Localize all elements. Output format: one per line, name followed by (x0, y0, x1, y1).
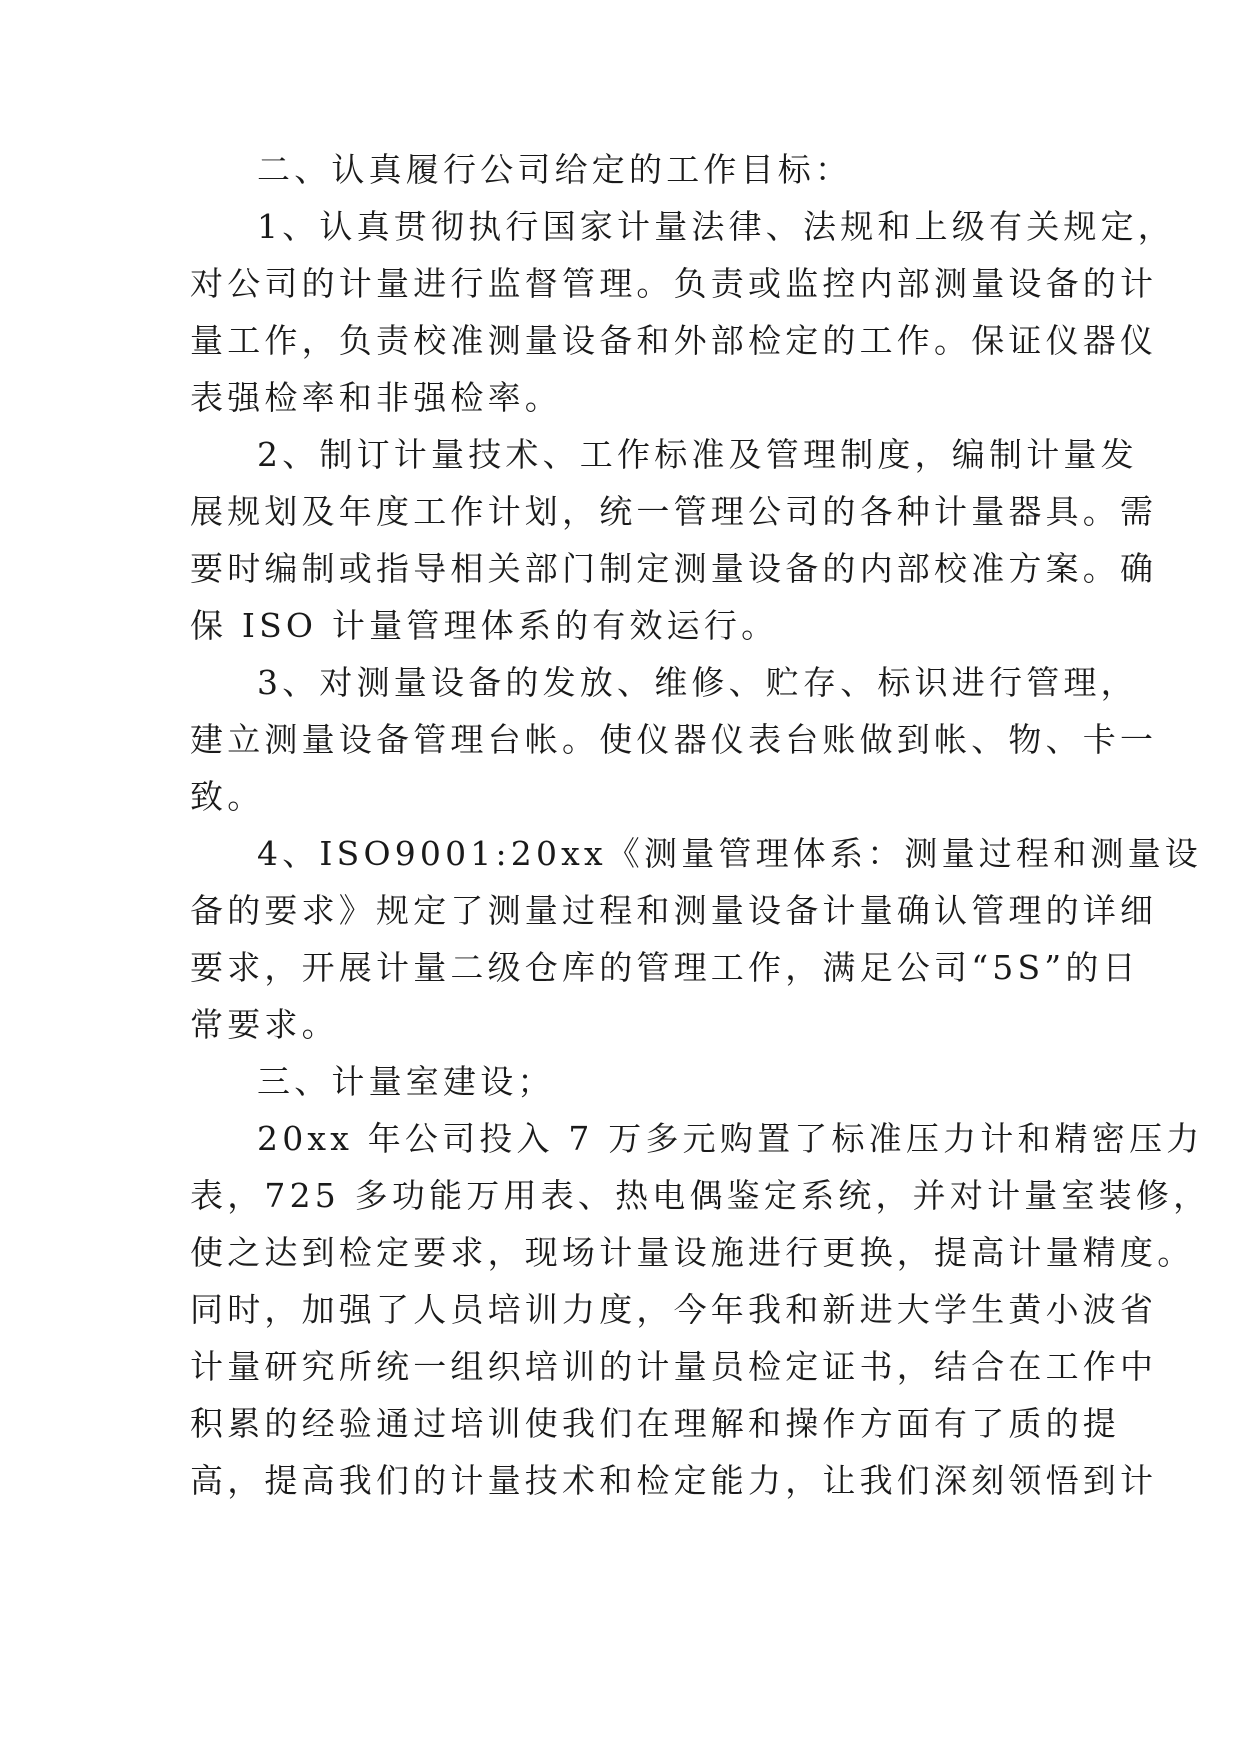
paragraph-line: 同时，加强了人员培训力度，今年我和新进大学生黄小波省 (190, 1290, 1158, 1329)
paragraph-line: 备的要求》规定了测量过程和测量设备计量确认管理的详细 (190, 891, 1158, 930)
paragraph-line: 要求，开展计量二级仓库的管理工作，满足公司“5S”的日 (190, 948, 1140, 987)
paragraph-line: 20xx 年公司投入 7 万多元购置了标准压力计和精密压力 (257, 1119, 1204, 1158)
paragraph-line: 积累的经验通过培训使我们在理解和操作方面有了质的提 (190, 1404, 1120, 1443)
paragraph-line: 4、ISO9001:20xx《测量管理体系：测量过程和测量设 (257, 834, 1203, 873)
paragraph-line: 致。 (190, 777, 265, 816)
section-heading: 二、认真履行公司给定的工作目标： (257, 150, 853, 189)
paragraph-line: 对公司的计量进行监督管理。负责或监控内部测量设备的计 (190, 264, 1158, 303)
paragraph-line: 保 ISO 计量管理体系的有效运行。 (190, 606, 779, 645)
paragraph-line: 1、认真贯彻执行国家计量法律、法规和上级有关规定， (257, 207, 1175, 246)
paragraph-line: 常要求。 (190, 1005, 339, 1044)
paragraph-line: 表，725 多功能万用表、热电偶鉴定系统，并对计量室装修， (190, 1176, 1211, 1215)
paragraph-line: 量工作，负责校准测量设备和外部检定的工作。保证仪器仪 (190, 321, 1158, 360)
paragraph-line: 表强检率和非强检率。 (190, 378, 562, 417)
paragraph-line: 高，提高我们的计量技术和检定能力，让我们深刻领悟到计 (190, 1461, 1158, 1500)
paragraph-line: 建立测量设备管理台帐。使仪器仪表台账做到帐、物、卡一 (190, 720, 1158, 759)
paragraph-line: 使之达到检定要求，现场计量设施进行更换，提高计量精度。 (190, 1233, 1195, 1272)
paragraph-line: 计量研究所统一组织培训的计量员检定证书，结合在工作中 (190, 1347, 1158, 1386)
paragraph-line: 2、制订计量技术、工作标准及管理制度，编制计量发 (257, 435, 1138, 474)
paragraph-line: 3、对测量设备的发放、维修、贮存、标识进行管理， (257, 663, 1138, 702)
section-heading: 三、计量室建设； (257, 1062, 555, 1101)
paragraph-line: 展规划及年度工作计划，统一管理公司的各种计量器具。需 (190, 492, 1158, 531)
paragraph-line: 要时编制或指导相关部门制定测量设备的内部校准方案。确 (190, 549, 1158, 588)
